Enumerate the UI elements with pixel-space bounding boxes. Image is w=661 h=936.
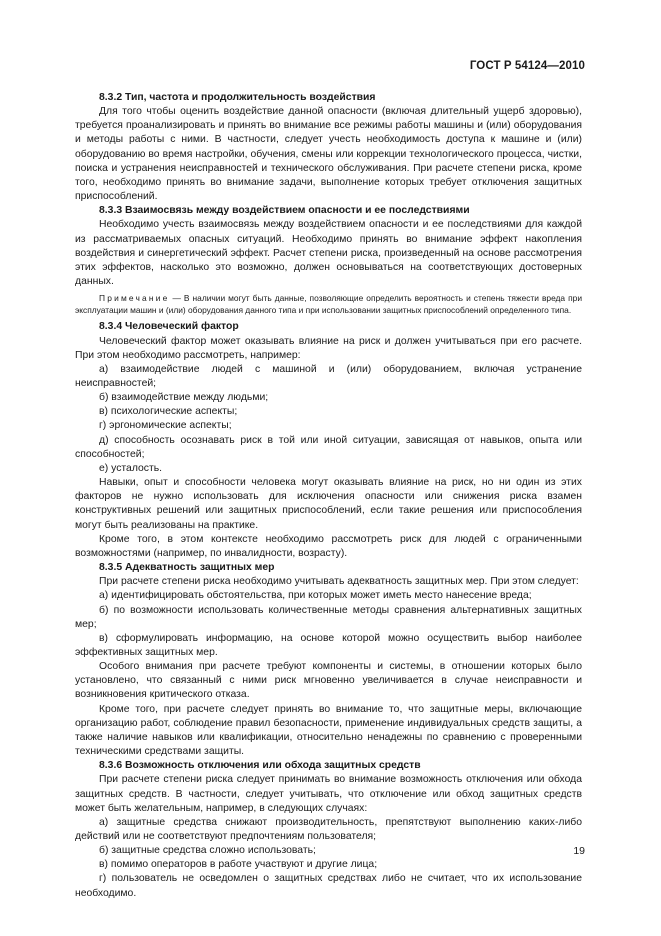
list-item: а) взаимодействие людей с машиной и (или) оборудованием, включая устранение неисправностей; <box>75 363 582 389</box>
paragraph: Человеческий фактор может оказывать влияние на риск и должен учитываться при его расчете. При этом необходимо рассмотреть, например: <box>75 335 582 361</box>
note-text: — В наличии могут быть данные, позволяющие определить вероятность и степень тяжести вреда при эксплуатации машин и (или) оборудования данного типа и при использовании защитных приспособлений определенного типа. <box>75 293 582 315</box>
list-item: б) защитные средства сложно использовать; <box>99 845 316 857</box>
list-item: б) по возможности использовать количественные методы сравнения альтернативных защитных мер; <box>75 604 582 630</box>
paragraph: Для того чтобы оценить воздействие данной опасности (включая длительный ущерб здоровью), требуется проанализировать и принять во внимание все режимы работы машины и (или) оборудования и методы работы с ними. В частности, следует учесть необходимость доступа к машине и (или) оборудованию во время настройки, обучения, смены или коррекции технологического процесса, чистки, поиска и устранения неисправностей и технического обслуживания. При расчете степени риска, кроме того, необходимо принять во внимание задачи, выполнение которых требует отключения защитных приспособлений. <box>75 106 582 203</box>
note-label: Примечание <box>99 293 170 304</box>
page-number: 19 <box>573 845 585 857</box>
paragraph: Необходимо учесть взаимосвязь между воздействием опасности и ее последствиями для каждой из рассматриваемых опасных ситуаций. Необходимо принять во внимание эффект накопления воздействия и синергетический эффект. Расчет степени риска, произведенный на основе рассмотрения этих эффектов, насколько это возможно, должен основываться на соответствующих достоверных данных. <box>75 219 582 288</box>
list-item: а) защитные средства снижают производительность, препятствуют выполнению каких-либо действий или не соответствуют предпочтениям пользователя; <box>75 816 582 842</box>
section-heading-8-3-2: 8.3.2 Тип, частота и продолжительность воздействия <box>99 92 376 103</box>
section-heading-8-3-6: 8.3.6 Возможность отключения или обхода защитных средств <box>99 760 421 772</box>
paragraph: При расчете степени риска следует принимать во внимание возможность отключения или обхода защитных средств. В частности, следует учитывать, что отключение или обход защитных средств может быть желательным, например, в следующих случаях: <box>75 774 582 814</box>
paragraph: Кроме того, в этом контексте необходимо рассмотреть риск для людей с ограниченными возможностями (например, по инвалидности, возрасту). <box>75 533 582 559</box>
list-item: а) идентифицировать обстоятельства, при которых может иметь место нанесение вреда; <box>99 590 532 602</box>
document-body <box>75 91 582 901</box>
list-item: в) сформулировать информацию, на основе которой можно осуществить выбор наиболее эффективных защитных мер. <box>75 632 582 658</box>
paragraph: Навыки, опыт и способности человека могут оказывать влияние на риск, но ни один из этих факторов не нужно использовать для исключения опасности или снижения риска взамен конструктивных решений или защитных приспособлений, если такие решения или приспособления могут быть реализованы на практике. <box>75 477 582 531</box>
list-item: д) способность осознавать риск в той или иной ситуации, зависящая от навыков, опыта или способностей; <box>75 434 582 460</box>
note <box>75 293 582 316</box>
paragraph: Кроме того, при расчете следует принять во внимание то, что защитные меры, включающие организацию работ, соблюдение правил безопасности, применение индивидуальных средств защиты, а также наличие навыков или квалификации, относительно ненадежны по сравнению с проверенными техническими средствами защиты. <box>75 703 582 758</box>
list-item: в) психологические аспекты; <box>99 406 238 418</box>
section-heading-8-3-4: 8.3.4 Человеческий фактор <box>99 321 239 333</box>
section-heading-8-3-3: 8.3.3 Взаимосвязь между воздействием опасности и ее последствиями <box>99 205 470 217</box>
paragraph: Особого внимания при расчете требуют компоненты и системы, в отношении которых было установлено, что связанный с ними риск мгновенно увеличивается в случае неисправности и возникновения критического отказа. <box>75 661 582 701</box>
list-item: б) взаимодействие между людьми; <box>99 392 269 404</box>
paragraph: При расчете степени риска необходимо учитывать адекватность защитных мер. При этом следует: <box>99 576 579 588</box>
list-item: г) эргономические аспекты; <box>99 420 232 432</box>
list-item: е) усталость. <box>99 462 163 474</box>
section-heading-8-3-5: 8.3.5 Адекватность защитных мер <box>99 562 275 574</box>
document-code-header: ГОСТ Р 54124—2010 <box>469 60 585 72</box>
list-item: г) пользователь не осведомлен о защитных средствах либо не считает, что их использование необходимо. <box>75 873 582 899</box>
list-item: в) помимо операторов в работе участвуют и другие лица; <box>99 859 378 871</box>
